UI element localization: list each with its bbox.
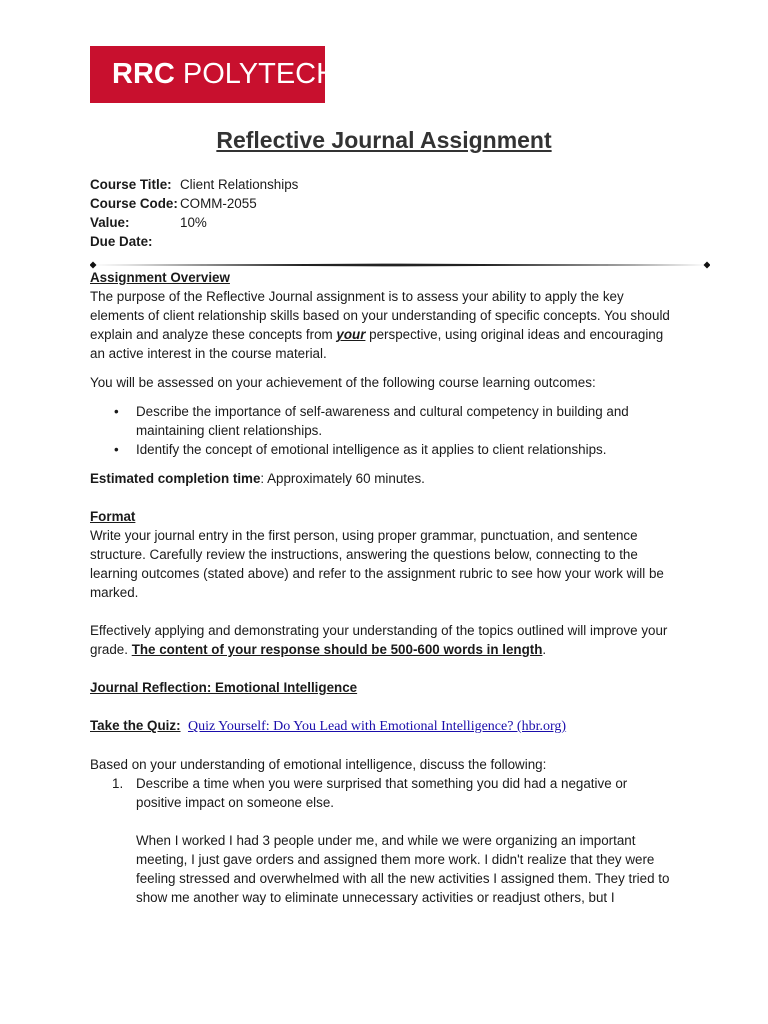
meta-label: Course Title: (90, 177, 172, 192)
meta-label: Value: (90, 215, 130, 230)
bullet-icon: • (114, 404, 119, 419)
format-heading: Format (90, 509, 136, 524)
word-count-requirement: The content of your response should be 500-600 words in length (131, 642, 543, 657)
quiz-label: Take the Quiz: (90, 718, 181, 733)
rrc-polytech-logo (90, 46, 338, 103)
questions-list (90, 774, 675, 907)
overview-heading: Assignment Overview (90, 270, 230, 285)
list-item (90, 774, 675, 907)
list-item: • Describe the importance of self-awareness and cultural competency in building and maintaining client relationships. (114, 404, 629, 438)
course-code-row (90, 194, 298, 213)
completion-time: Estimated completion time: Approximately 60 minutes. (90, 471, 425, 486)
question-text: Describe a time when you were surprised that something you did had a negative or positive impact on someone else. (136, 776, 628, 810)
list-item: • Identify the concept of emotional intelligence as it applies to client relationships. (114, 442, 607, 457)
due-date-row (90, 232, 298, 251)
meta-value: COMM-2055 (180, 196, 257, 211)
quiz-link[interactable]: Quiz Yourself: Do You Lead with Emotional Intelligence? (hbr.org) (187, 719, 567, 734)
value-row (90, 213, 298, 232)
reflection-heading: Journal Reflection: Emotional Intelligence (90, 680, 358, 695)
overview-paragraph: The purpose of the Reflective Journal assignment is to assess your ability to apply the key elements of client relationship skills based on your understanding of specific concepts. You should explain and analyze these concepts from your perspective, using original ideas and encouraging an active interest in the course material. (90, 289, 670, 361)
meta-value: Client Relationships (180, 177, 299, 192)
logo-wordmark: RRC POLYTECH (112, 58, 338, 90)
emphasis-your: your (336, 327, 366, 342)
meta-value: 10% (180, 215, 207, 230)
page-title: Reflective Journal Assignment (216, 127, 552, 153)
meta-label: Due Date: (90, 234, 153, 249)
meta-label: Course Code: (90, 196, 178, 211)
question-number: 1. (112, 776, 124, 791)
bullet-icon: • (114, 442, 119, 457)
course-info (90, 175, 298, 251)
answer-text: When I worked I had 3 people under me, and while we were organizing an important meeting, I just gave orders and assigned them more work. I didn't realize that they were feeling stressed and overwhelmed with all the new activities I assigned them. They tried to show me another way to eliminate unnecessary activities or readjust others, but I (136, 833, 670, 905)
format-paragraph: Write your journal entry in the first person, using proper grammar, punctuation, and sentence structure. Carefully review the instructions, answering the questions below, connecting to the learning outcomes (stated above) and refer to the assignment rubric to see how your work will be marked. (90, 528, 664, 600)
reflection-intro: Based on your understanding of emotional intelligence, discuss the following: (90, 757, 547, 772)
learning-outcomes-list (90, 402, 675, 459)
grade-paragraph: Effectively applying and demonstrating your understanding of the topics outlined will improve your grade. The content of your response should be 500-600 words in length. (90, 623, 668, 657)
assignment-body (90, 268, 675, 907)
quiz-line (90, 716, 675, 736)
course-title-row (90, 175, 298, 194)
outcomes-intro: You will be assessed on your achievement of the following course learning outcomes: (90, 375, 596, 390)
